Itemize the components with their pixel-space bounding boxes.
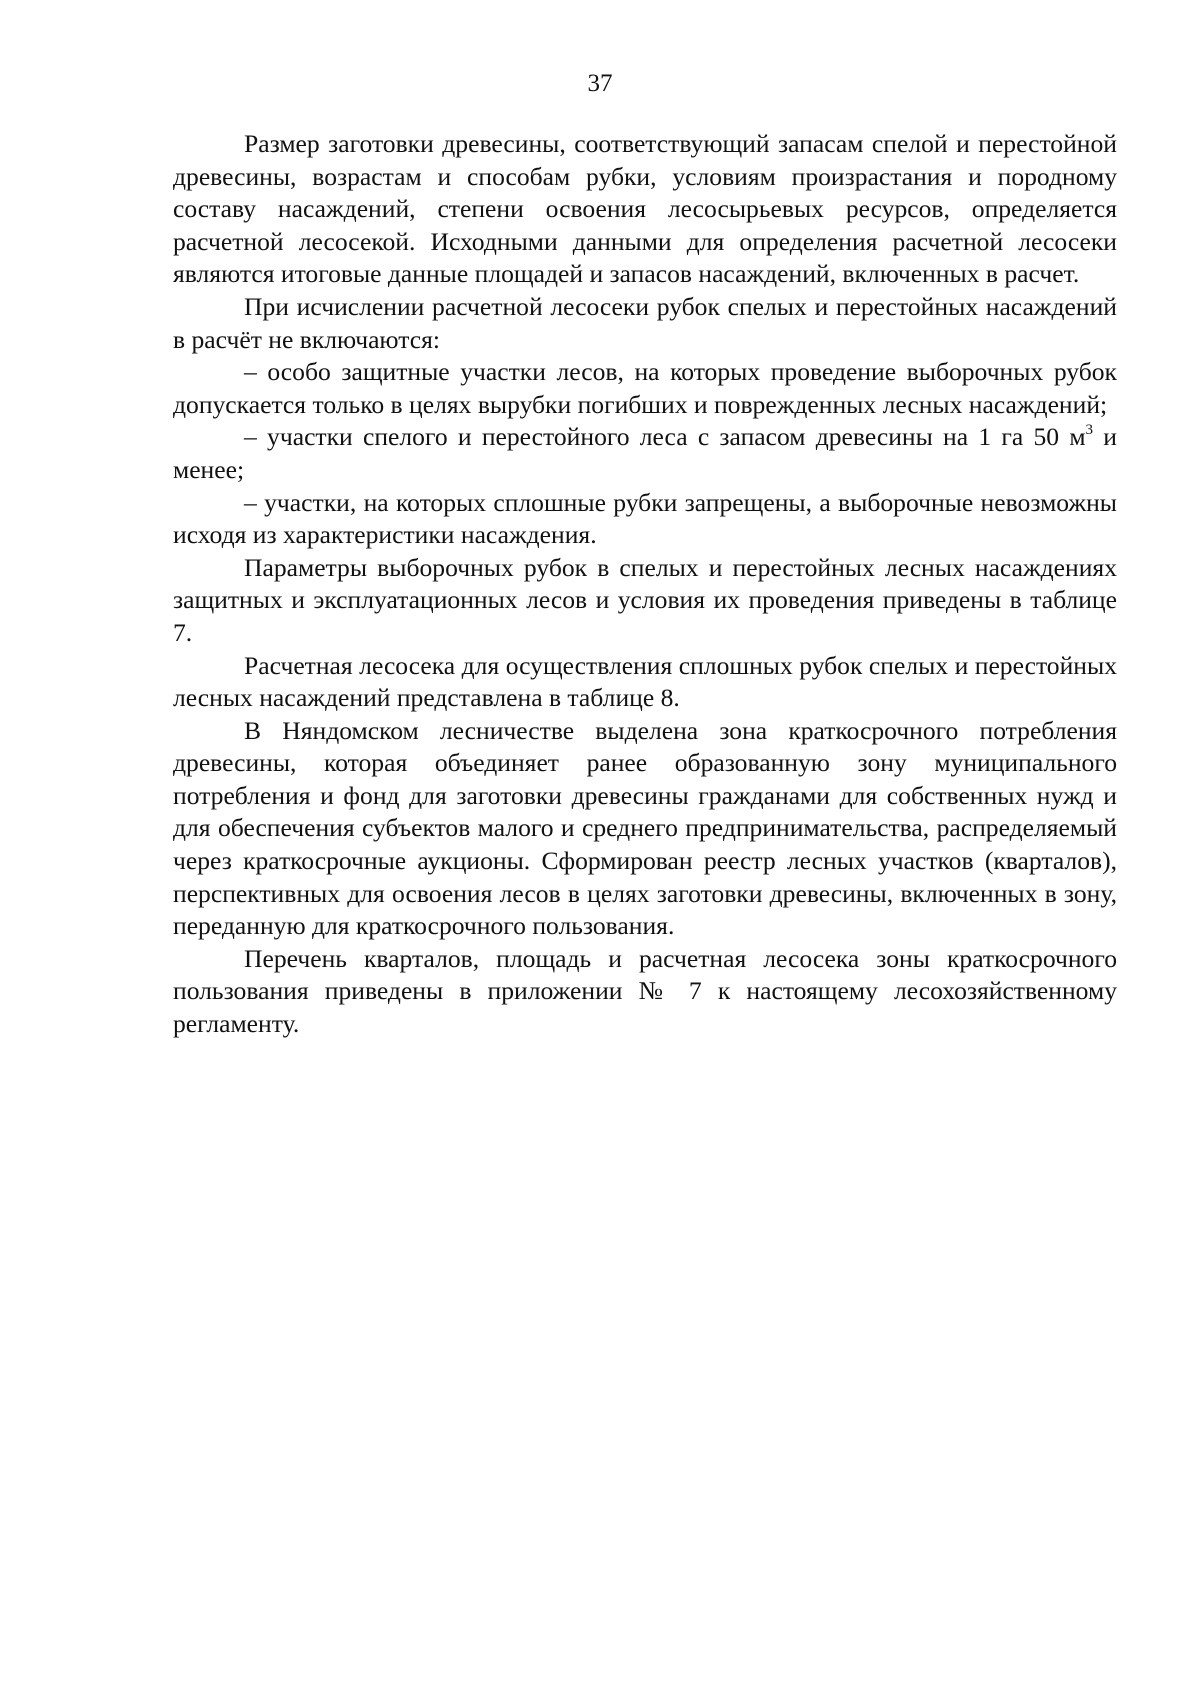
paragraph-cutting-volume: Размер заготовки древесины, соответствующий запасам спелой и перестойной древесины, возрастам и способам рубки, условиям произрастания и породному составу насаждений, степени освоения лесосырьевых ресурсов, определяется расчетной лесосекой. Исходными данными для определения расчетной лесосеки являются итоговые данные площадей и запасов насаждений, включенных в расчет.: [173, 129, 1117, 289]
paragraph-exclusions-intro: При исчислении расчетной лесосеки рубок спелых и перестойных насаждений в расчёт не включаются:: [173, 291, 1117, 354]
list-item-protective-areas: – особо защитные участки лесов, на которых проведение выборочных рубок допускается только в целях вырубки погибших и поврежденных лесных насаждений;: [173, 357, 1117, 419]
cubic-superscript: 3: [1085, 421, 1094, 438]
list-item-low-stock-stands: [173, 421, 1117, 486]
paragraph-appendix-7: Перечень кварталов, площадь и расчетная лесосека зоны краткосрочного пользования приведены в приложении № 7 к настоящему лесохозяйственному регламенту.: [173, 943, 1117, 1039]
paragraph-selective-cutting-table7: Параметры выборочных рубок в спелых и перестойных лесных насаждениях защитных и эксплуатационных лесов и условия их проведения приведены в таблице 7.: [173, 552, 1117, 647]
paragraph-short-term-zone: В Няндомском лесничестве выделена зона краткосрочного потребления древесины, которая объединяет ранее образованную зону муниципального потребления и фонд для заготовки древесины гражданами для собственных нужд и для обеспечения субъектов малого и среднего предпринимательства, распределяемый через краткосрочные аукционы. Сформирован реестр лесных участков (кварталов), перспективных для освоения лесов в целях заготовки древесины, включенных в зону, переданную для краткосрочного пользования.: [173, 715, 1117, 941]
page-number: 37: [587, 70, 613, 97]
list-item-text: – участки спелого и перестойного леса с запасом древесины на 1 га 50 м: [244, 422, 1086, 452]
paragraph-clear-cutting-table8: Расчетная лесосека для осуществления сплошных рубок спелых и перестойных лесных насаждений представлена в таблице 8.: [173, 650, 1117, 713]
list-item-text-end: и менее;: [173, 422, 1117, 484]
list-item-prohibited-cutting: – участки, на которых сплошные рубки запрещены, а выборочные невозможны исходя из характеристики насаждения.: [173, 487, 1117, 550]
document-body: [173, 128, 1117, 1041]
